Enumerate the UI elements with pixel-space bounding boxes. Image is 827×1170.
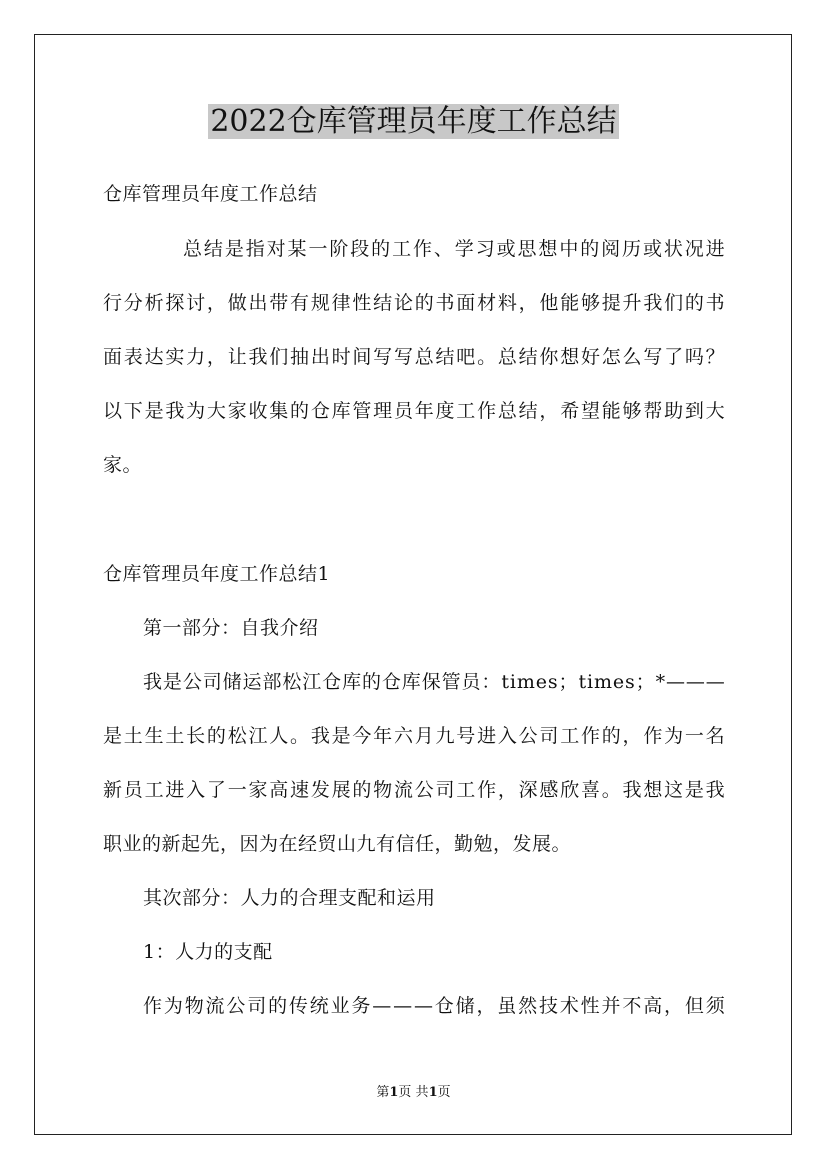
part2-heading: 其次部分：人力的合理支配和运用	[143, 887, 436, 909]
intro-line-1: 总 结 是 指 对 某 一 阶 段 的 工 作 、 学 习 或 思 想 中 的 阅 历 或 状 况 进	[183, 238, 725, 260]
part1-line-3: 新 员 工 进 入 了 一 家 高 速 发 展 的 物 流 公 司 工 作 ， 深 感 欣 喜 。 我 想 这 是 我	[103, 779, 725, 801]
part1-line-2: 是 土 生 土 长 的 松 江 人 。 我 是 今 年 六 月 九 号 进 入 公 司 工 作 的 ， 作 为 一 名	[103, 725, 725, 747]
part2-line: 作 为 物 流 公 司 的 传 统 业 务 — — — 仓 储 ， 虽 然 技 术 性 并 不 高 ， 但 须	[143, 995, 725, 1017]
intro-line-4: 以 下 是 我 为 大 家 收 集 的 仓 库 管 理 员 年 度 工 作 总 结 ， 希 望 能 够 帮 助 到 大	[103, 400, 725, 422]
part2-subheading: 1：人力的支配	[143, 941, 273, 963]
section-heading: 仓库管理员年度工作总结1	[103, 563, 331, 585]
footer-suffix: 页	[437, 1085, 451, 1100]
page-footer	[0, 1084, 827, 1102]
footer-mid: 页 共	[398, 1085, 429, 1100]
part1-heading: 第一部分：自我介绍	[143, 617, 319, 639]
document-title: 2022仓库管理员年度工作总结	[210, 104, 617, 139]
footer-page-number: 1	[389, 1085, 399, 1100]
part1-line-1: 我 是 公 司 储 运 部 松 江 仓 库 的 仓 库 保 管 员 ： t i m e s ； t i m e s ； * — — —	[143, 671, 725, 693]
intro-line-2: 行 分 析 探 讨 ， 做 出 带 有 规 律 性 结 论 的 书 面 材 料 ， 他 能 够 提 升 我 们 的 书	[103, 292, 725, 314]
subtitle: 仓库管理员年度工作总结	[103, 183, 318, 205]
part1-line-4: 职业的新起先，因为在经贸山九有信任，勤勉，发展。	[103, 833, 572, 855]
footer-page-total: 1	[428, 1085, 438, 1100]
intro-line-5: 家。	[103, 454, 143, 476]
footer-prefix: 第	[376, 1085, 390, 1100]
intro-line-3: 面 表 达 实 力 ， 让 我 们 抽 出 时 间 写 写 总 结 吧 。 总 结 你 想 好 怎 么 写 了 吗 ？	[103, 346, 725, 368]
